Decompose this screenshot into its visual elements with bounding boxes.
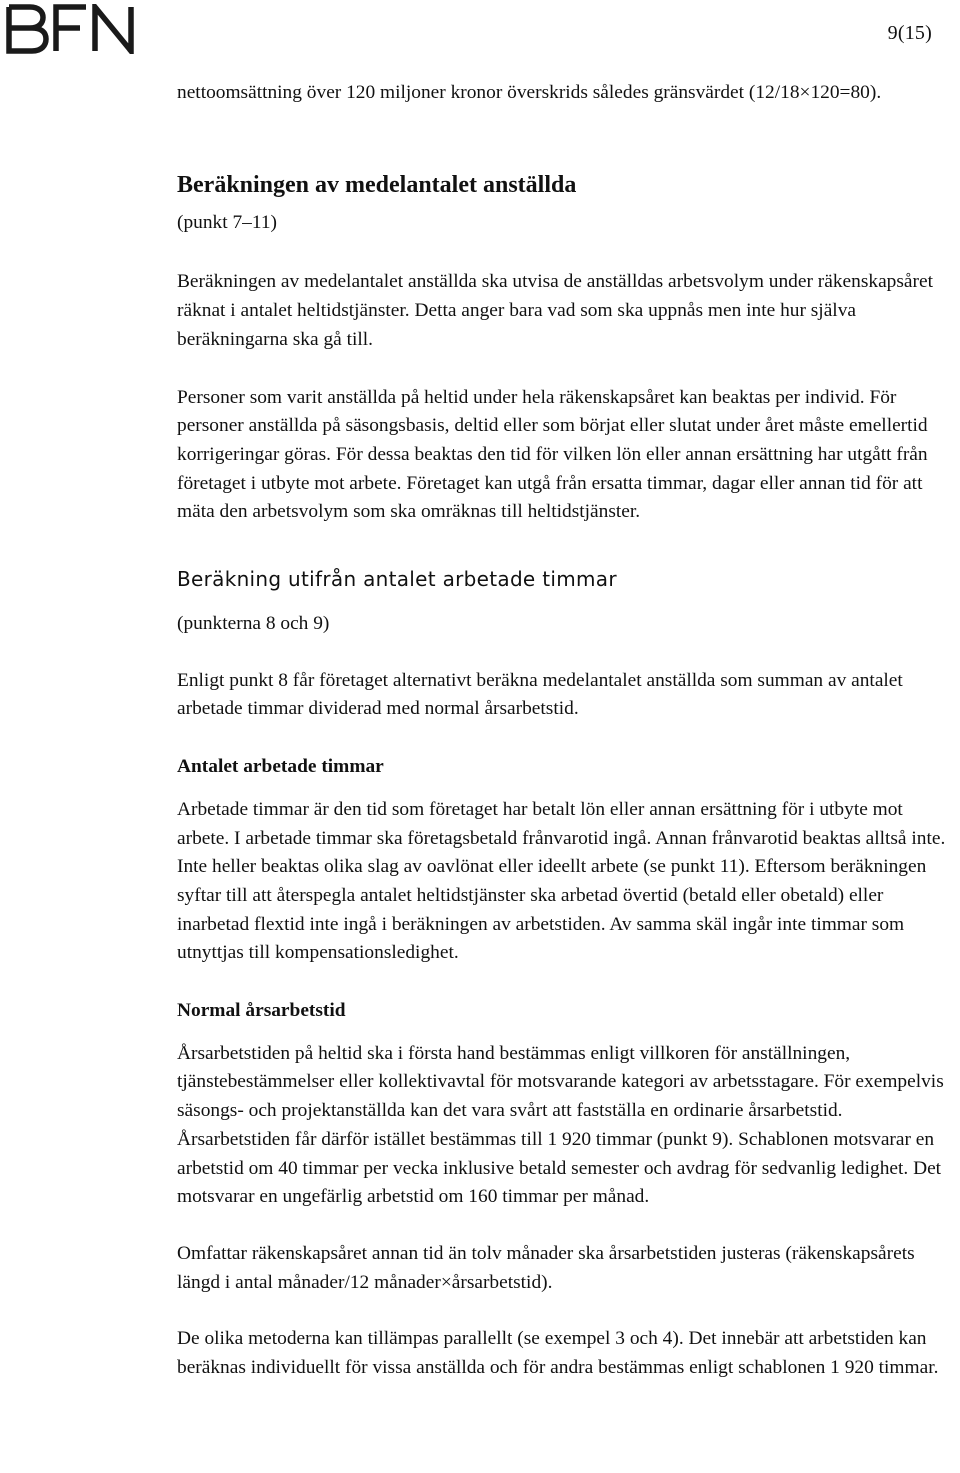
paragraph-annual-hours: Årsarbetstiden på heltid ska i första hand bestämmas enligt villkoren för anställningen, tjänstebestämmelser eller kollektivavtal för motsvarande kategori av arbetsstagare. För exempelvis säsongs- och projektanställda kan det vara svårt att fastställa en ordinarie årsarbetstid. Årsarbetstiden får därför istället bestämmas till 1 920 timmar (punkt 9). Schablonen motsvarar en arbetstid om 40 timmar per vecka inklusive betald semester och avdrag för sedvanlig ledighet. Det motsvarar en ungefärlig arbetstid om 160 timmar per månad. bbox=[177, 1042, 944, 1208]
heading-worked-hours: Antalet arbetade timmar bbox=[177, 756, 384, 778]
paragraph-persons: Personer som varit anställda på heltid under hela räkenskapsåret kan beaktas per individ. För personer anställda på säsongsbasis, deltid eller som börjat eller slutat under året måste emellertid korrigeringar göras. För dessa beaktas den tid för vilken lön eller annan ersättning har utgått från företaget i utbyte mot arbete. Företaget kan utgå från ersatta timmar, dagar eller annan tid för att mäta den arbetsvolym som ska omräknas till heltidstjänster. bbox=[177, 386, 928, 523]
paragraph-adjustment: Omfattar räkenskapsåret annan tid än tolv månader ska årsarbetstiden justeras (räkenskapsårets längd i antal månader/12 månader×årsarbetstid). bbox=[177, 1242, 915, 1293]
page-number: 9(15) bbox=[887, 22, 932, 44]
subsection-reference: (punkterna 8 och 9) bbox=[177, 613, 330, 635]
heading-normal-annual-hours: Normal årsarbetstid bbox=[177, 1000, 346, 1022]
paragraph-continuation: nettoomsättning över 120 miljoner kronor överskrids således gränsvärdet (12/18×120=80). bbox=[177, 82, 882, 103]
section-reference: (punkt 7–11) bbox=[177, 211, 277, 233]
paragraph-parallel-methods: De olika metoderna kan tillämpas parallellt (se exempel 3 och 4). Det innebär att arbetstiden kan beräknas individuellt för vissa anställda och för andra bestämmas enligt schablonen 1 920 timmar. bbox=[177, 1328, 939, 1379]
bfn-logo bbox=[6, 4, 138, 54]
document-body bbox=[177, 79, 947, 1383]
section-heading: Beräkningen av medelantalet anställda bbox=[177, 171, 577, 198]
paragraph-method: Enligt punkt 8 får företaget alternativt beräkna medelantalet anställda som summan av antalet arbetade timmar dividerad med normal årsarbetstid. bbox=[177, 669, 903, 720]
paragraph-intro: Beräkningen av medelantalet anställda ska utvisa de anställdas arbetsvolym under räkenskapsåret räknat i antalet heltidstjänster. Detta anger bara vad som ska uppnås men inte hur själva beräkningarna ska gå till. bbox=[177, 271, 933, 350]
paragraph-worked-hours: Arbetade timmar är den tid som företaget har betalt lön eller annan ersättning för i utbyte mot arbete. I arbetade timmar ska företagsbetald frånvarotid ingå. Annan frånvarotid beaktas alltså inte. Inte heller beaktas olika slag av oavlönat eller ideellt arbete (se punkt 11). Eftersom beräkningen syftar till att återspegla antalet heltidstjänster ska arbetad övertid (betald eller obetald) eller inarbetad flextid inte ingå i beräkningen av arbetstiden. Av samma skäl ingår inte timmar som utnyttjas till kompensationsledighet. bbox=[177, 798, 946, 964]
subsection-heading: Beräkning utifrån antalet arbetade timmar bbox=[177, 567, 617, 592]
